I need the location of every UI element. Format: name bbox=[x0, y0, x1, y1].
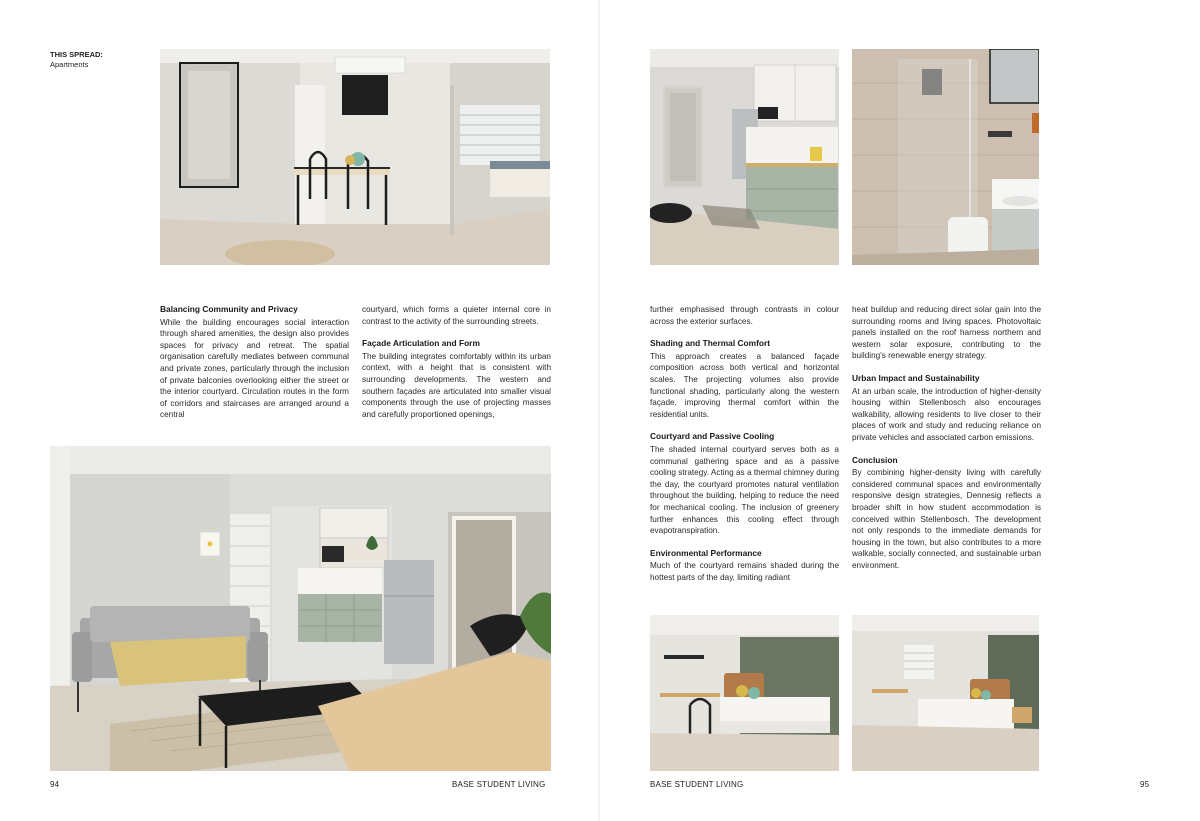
section-body: heat buildup and reducing direct solar gain into the surrounding rooms and living spaces. Photovoltaic panels installed on the roof harness northern and western solar exposure, contributing to the building's renewable energy strategy. bbox=[852, 305, 1041, 361]
section-body: Much of the courtyard remains shaded during the hottest parts of the day, limiting radiant bbox=[650, 561, 839, 582]
kitchenette-image bbox=[650, 49, 839, 265]
section-body: further emphasised through contrasts in colour across the exterior surfaces. bbox=[650, 305, 839, 326]
section-heading: Balancing Community and Privacy bbox=[160, 304, 298, 314]
section-body: While the building encourages social interaction through shared amenities, the design also provides spaces for privacy and retreat. The spatial organisation carefully mediates between communal and private zones, particularly through the inclusion of private balconies overlooking either the street or the interior courtyard. Circulation routes in the form of corridors and staircases are arranged around a central bbox=[160, 317, 349, 420]
section-body: The shaded internal courtyard serves both as a communal gathering space and as a passive cooling strategy. Acting as a thermal chimney during the day, the courtyard promotes natural ventilation throughout the building, helping to reduce the need for mechanical cooling. The inclusion of greenery further enhances this cooling effect through evapotranspiration. bbox=[650, 444, 839, 536]
bedroom-image-1 bbox=[650, 615, 839, 771]
spread-caption-subtitle: Apartments bbox=[50, 60, 89, 69]
section-heading: Shading and Thermal Comfort bbox=[650, 338, 771, 349]
bathroom-photo bbox=[852, 49, 1039, 265]
spread-caption-title: THIS SPREAD: bbox=[50, 50, 103, 59]
left-column-2 bbox=[362, 304, 551, 420]
spread-caption bbox=[50, 50, 103, 70]
living-room-photo bbox=[50, 446, 551, 771]
right-column-1 bbox=[650, 304, 839, 583]
bedroom-photo-1 bbox=[650, 615, 839, 771]
living-room-image bbox=[50, 446, 551, 771]
section-heading: Courtyard and Passive Cooling bbox=[650, 431, 775, 442]
apartment-desk-photo bbox=[160, 49, 550, 265]
left-column-1 bbox=[160, 304, 349, 421]
section-heading: Urban Impact and Sustainability bbox=[852, 372, 980, 383]
section-body: This approach creates a balanced façade composition across both vertical and horizontal scales. The projecting volumes also provide functional shading, particularly along the western façade, improving thermal comfort within the residential units. bbox=[650, 351, 839, 419]
page-number-left: 94 bbox=[50, 780, 60, 789]
page-number-right: 95 bbox=[1140, 780, 1150, 789]
section-body: By combining higher-density living with carefully considered communal spaces and environmentally responsive design strategies, Dennesig reflects a broader shift in how student accommodation is conceived within Stellenbosch. The development not only responds to the immediate demands for housing in the town, but also contributes to a more walkable, socially connected, and sustainable urban environment. bbox=[852, 468, 1041, 570]
right-page bbox=[600, 0, 1200, 821]
section-body: At an urban scale, the introduction of higher-density housing within Stellenbosch also encourages walkability, allowing residents to live closer to their places of work and study and reducing reliance on private vehicles and associated carbon emissions. bbox=[852, 386, 1041, 442]
running-title-right: BASE STUDENT LIVING bbox=[650, 780, 744, 789]
section-body: The building integrates comfortably within its urban context, with a height that is consistent with surrounding developments. The western and southern façades are articulated into smaller visual components through the use of projecting masses and carefully proportioned openings, bbox=[362, 351, 551, 419]
apartment-desk-image bbox=[160, 49, 550, 265]
bathroom-image bbox=[852, 49, 1039, 265]
bedroom-image-2 bbox=[852, 615, 1039, 771]
bedroom-photo-2 bbox=[852, 615, 1039, 771]
running-title-left: BASE STUDENT LIVING bbox=[452, 780, 546, 789]
section-heading: Environmental Performance bbox=[650, 547, 762, 558]
section-body: courtyard, which forms a quieter internal core in contrast to the activity of the surrounding streets. bbox=[362, 305, 551, 326]
right-column-2 bbox=[852, 304, 1041, 571]
kitchenette-photo bbox=[650, 49, 839, 265]
section-heading: Façade Articulation and Form bbox=[362, 338, 480, 349]
section-heading: Conclusion bbox=[852, 454, 898, 465]
